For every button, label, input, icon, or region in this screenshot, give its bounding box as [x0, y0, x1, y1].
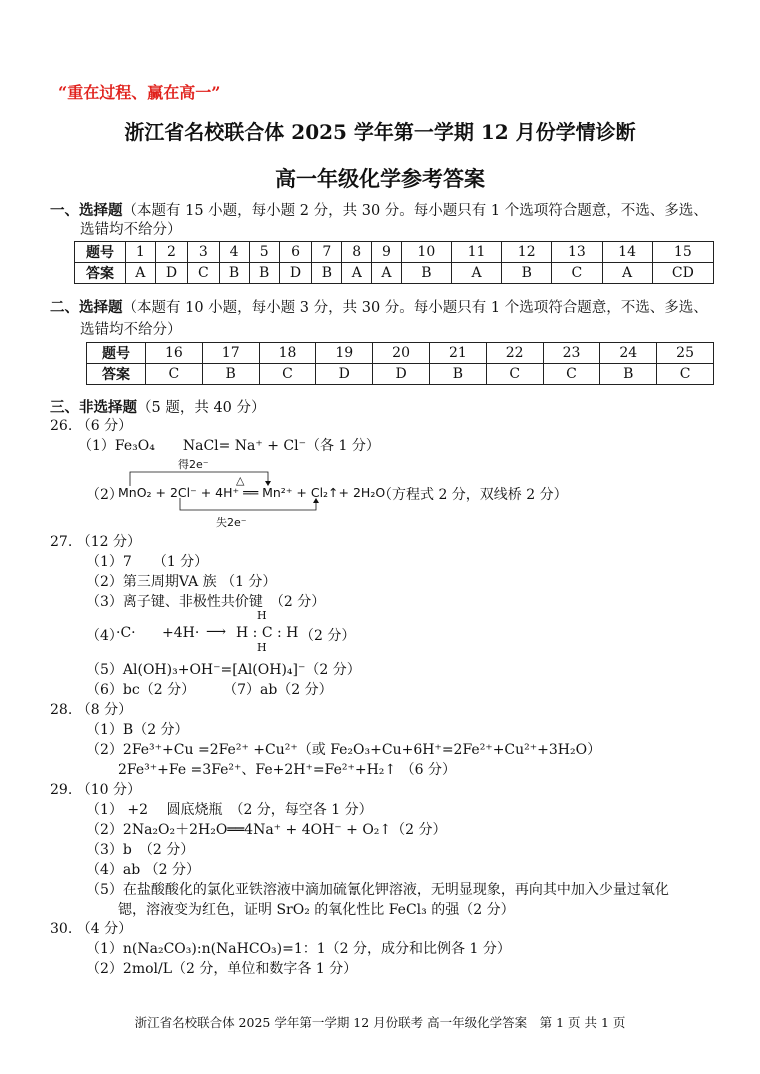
page-footer: 浙江省名校联合体 2025 学年第一学期 12 月份联考 高一年级化学答案 第 1 页 共 1 页: [134, 1015, 626, 1030]
question-number-cell: 4: [219, 242, 249, 263]
q27-answer-3: （3）离子键、非极性共价键 （2 分）: [86, 594, 326, 610]
question-number-cell: 16: [146, 343, 203, 364]
question-number-cell: 17: [202, 343, 259, 364]
answer-cell: C: [146, 364, 203, 385]
question-number-cell: 11: [451, 242, 501, 263]
electron-formula-product: H : C : H: [236, 625, 299, 641]
q30-answer-1: （1）n(Na₂CO₃):n(NaHCO₃)=1：1（2 分，成分和比例各 1 分）: [86, 941, 511, 957]
q27-answer-1: （1）7 （1 分）: [86, 554, 209, 570]
question-number-cell: 20: [373, 343, 430, 364]
answer-cell: C: [552, 263, 602, 284]
q26-answer-2-note: （方程式 2 分，双线桥 2 分）: [378, 487, 568, 503]
section3-label: 三、非选择题: [50, 399, 137, 416]
motto: “重在过程、赢在高一”: [58, 83, 221, 102]
q28-answer-2: （2）2Fe³⁺+Cu =2Fe²⁺ +Cu²⁺（或 Fe₂O₃+Cu+6H⁺=2Fe²⁺+Cu²⁺+3H₂O）: [86, 742, 602, 758]
table-header-answer: 答案: [75, 263, 126, 284]
q29-answer-2: （2）2Na₂O₂＋2H₂O══4Na⁺ + 4OH⁻ + O₂↑（2 分）: [86, 822, 447, 838]
q26-head: 26. （6 分）: [50, 418, 133, 434]
question-number-cell: 14: [602, 242, 652, 263]
answer-cell: D: [373, 364, 430, 385]
q28-answer-3: 2Fe³⁺+Fe =3Fe²⁺、Fe+2H⁺=Fe²⁺+H₂↑ （6 分）: [118, 762, 456, 778]
question-number-cell: 9: [372, 242, 402, 263]
question-number-cell: 2: [155, 242, 188, 263]
question-number-cell: 8: [342, 242, 372, 263]
answer-cell: B: [401, 263, 451, 284]
q26-equation: MnO₂ + 2Cl⁻ + 4H⁺ ══ Mn²⁺ + Cl₂↑+ 2H₂O: [118, 485, 386, 500]
q26-answer-2-num: （2）: [86, 487, 123, 503]
answer-cell: C: [188, 263, 219, 284]
section2-desc: （本题有 10 小题，每小题 3 分，共 30 分。每小题只有 1 个选项符合题意，不选、多选、: [122, 300, 708, 316]
answer-cell: A: [602, 263, 652, 284]
answer-cell: B: [249, 263, 279, 284]
answer-cell: A: [342, 263, 372, 284]
question-number-cell: 23: [543, 343, 600, 364]
answer-cell: A: [451, 263, 501, 284]
page-subtitle: 高一年级化学参考答案: [275, 166, 485, 191]
section2-desc-2: 选错均不给分）: [80, 322, 182, 338]
section2-answer-table: [86, 342, 714, 385]
q29-answer-1: （1） +2 圆底烧瓶 （2 分，每空各 1 分）: [86, 802, 373, 818]
q27-answer-4-num: （4）: [86, 628, 123, 644]
section1-desc: （本题有 15 小题，每小题 2 分，共 30 分。每小题只有 1 个选项符合题意，不选、多选、: [122, 203, 708, 219]
question-number-cell: 19: [316, 343, 373, 364]
electron-formula-carbon: ·C·: [116, 625, 136, 641]
q26-gain-label: 得2e⁻: [178, 458, 209, 471]
answer-cell: C: [486, 364, 543, 385]
q29-answer-5-line2: 锶，溶液变为红色，证明 SrO₂ 的氧化性比 FeCl₃ 的强（2 分）: [118, 902, 515, 918]
q29-head: 29. （10 分）: [50, 782, 141, 798]
table-header-number: 题号: [87, 343, 146, 364]
question-number-cell: 21: [429, 343, 486, 364]
answer-cell: B: [312, 263, 342, 284]
question-number-cell: 24: [600, 343, 657, 364]
q26-lose-label: 失2e⁻: [216, 516, 247, 529]
question-number-cell: 18: [259, 343, 316, 364]
question-number-cell: 6: [279, 242, 312, 263]
question-number-cell: 12: [502, 242, 552, 263]
q30-head: 30. （4 分）: [50, 921, 133, 937]
product-bottom-hydrogen: H: [257, 641, 267, 654]
q27-answer-4-score: （2 分）: [300, 628, 356, 644]
answer-cell: B: [202, 364, 259, 385]
section1-label: 一、选择题: [50, 202, 123, 219]
heat-delta-icon: △: [236, 474, 245, 487]
page-title: 浙江省名校联合体 2025 学年第一学期 12 月份学情诊断: [124, 120, 636, 144]
section1-answer-table: [74, 241, 714, 284]
q28-head: 28. （8 分）: [50, 702, 133, 718]
question-number-cell: 5: [249, 242, 279, 263]
question-number-cell: 3: [188, 242, 219, 263]
question-number-cell: 15: [652, 242, 713, 263]
question-number-cell: 7: [312, 242, 342, 263]
answer-cell: C: [657, 364, 714, 385]
answer-cell: D: [316, 364, 373, 385]
question-number-cell: 22: [486, 343, 543, 364]
section3-desc: （5 题，共 40 分）: [137, 400, 266, 416]
section2-label: 二、选择题: [50, 299, 123, 316]
answer-cell: A: [372, 263, 402, 284]
q29-answer-3: （3）b （2 分）: [86, 842, 195, 858]
q28-answer-1: （1）B（2 分）: [86, 722, 189, 738]
question-number-cell: 10: [401, 242, 451, 263]
section2-header: [50, 296, 708, 317]
question-number-cell: 13: [552, 242, 602, 263]
q27-answer-2: （2）第三周期VA 族 （1 分）: [86, 574, 277, 590]
q27-answer-5: （5）Al(OH)₃+OH⁻=[Al(OH)₄]⁻（2 分）: [86, 662, 361, 678]
answer-cell: C: [543, 364, 600, 385]
question-number-cell: 1: [126, 242, 156, 263]
answer-cell: D: [155, 263, 188, 284]
answer-cell: B: [219, 263, 249, 284]
electron-formula-hydrogen: +4H·: [162, 625, 200, 641]
section1-desc-2: 选错均不给分）: [80, 222, 182, 238]
answer-cell: D: [279, 263, 312, 284]
table-header-number: 题号: [75, 242, 126, 263]
answer-cell: CD: [652, 263, 713, 284]
section3-header: [50, 396, 266, 417]
q30-answer-2: （2）2mol/L（2 分，单位和数字各 1 分）: [86, 961, 358, 977]
answer-cell: B: [429, 364, 486, 385]
answer-cell: B: [600, 364, 657, 385]
q27-answer-6-7: （6）bc（2 分） （7）ab（2 分）: [86, 682, 333, 698]
q27-head: 27. （12 分）: [50, 534, 141, 550]
q29-answer-5-line1: （5）在盐酸酸化的氯化亚铁溶液中滴加硫氰化钾溶液，无明显现象，再向其中加入少量过氧化: [86, 882, 669, 898]
section1-header: [50, 199, 708, 220]
product-top-hydrogen: H: [257, 609, 267, 622]
q26-answer-1: （1）Fe₃O₄ NaCl= Na⁺ + Cl⁻（各 1 分）: [78, 438, 380, 454]
answer-cell: B: [502, 263, 552, 284]
table-header-answer: 答案: [87, 364, 146, 385]
answer-cell: A: [126, 263, 156, 284]
question-number-cell: 25: [657, 343, 714, 364]
answer-cell: C: [259, 364, 316, 385]
reaction-arrow-icon: ⟶: [206, 624, 227, 640]
q29-answer-4: （4）ab （2 分）: [86, 862, 201, 878]
